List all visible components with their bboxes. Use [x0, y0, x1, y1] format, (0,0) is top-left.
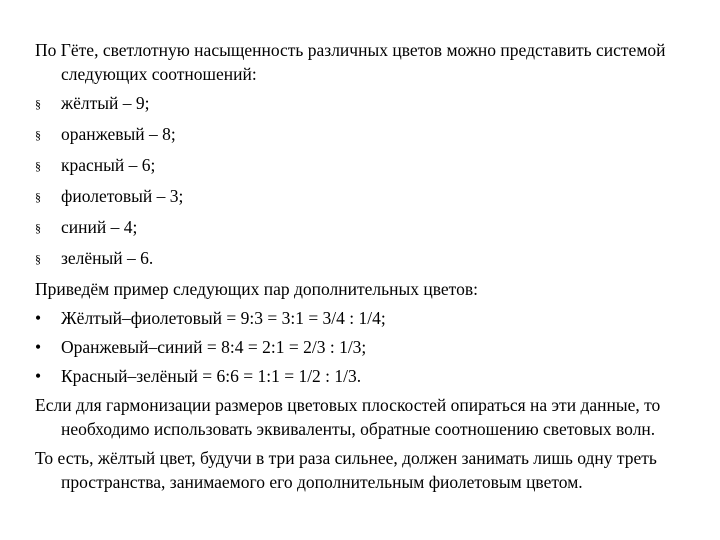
- pairs-heading: Приведём пример следующих пар дополнительных цветов:: [35, 279, 478, 299]
- pair-value: Оранжевый–синий = 8:4 = 2:1 = 2/3 : 1/3;: [61, 337, 367, 357]
- pair-list-item: [35, 335, 695, 359]
- slide-content: [35, 38, 695, 499]
- intro-paragraph: По Гёте, светлотную насыщенность различных цветов можно представить системой следующих соотношений:: [35, 40, 666, 84]
- pairs-list: [35, 306, 695, 388]
- pair-value: Жёлтый–фиолетовый = 9:3 = 3:1 = 3/4 : 1/4;: [61, 308, 386, 328]
- color-value: фиолетовый – 3;: [61, 186, 184, 206]
- section-bullet-icon: §: [35, 190, 41, 204]
- color-list-item: [35, 215, 695, 241]
- color-value: синий – 4;: [61, 217, 138, 237]
- color-value: зелёный – 6.: [61, 248, 154, 268]
- section-bullet-icon: §: [35, 252, 41, 266]
- bullet-icon: •: [35, 366, 42, 386]
- color-value: оранжевый – 8;: [61, 124, 176, 144]
- pair-list-item: [35, 364, 695, 388]
- section-bullet-icon: §: [35, 97, 41, 111]
- section-bullet-icon: §: [35, 159, 41, 173]
- section-bullet-icon: §: [35, 221, 41, 235]
- pair-value: Красный–зелёный = 6:6 = 1:1 = 1/2 : 1/3.: [61, 366, 362, 386]
- bullet-icon: •: [35, 337, 42, 357]
- color-list-item: [35, 184, 695, 210]
- color-list-item: [35, 122, 695, 148]
- bullet-icon: •: [35, 308, 42, 328]
- color-list-item: [35, 153, 695, 179]
- color-value: красный – 6;: [61, 155, 156, 175]
- pair-list-item: [35, 306, 695, 330]
- color-list-item: [35, 91, 695, 117]
- color-list: [35, 91, 695, 272]
- harmony-paragraph: Если для гармонизации размеров цветовых плоскостей опираться на эти данные, то необходимо использовать эквиваленты, обратные соотношению световых волн.: [35, 395, 661, 439]
- conclusion-paragraph: То есть, жёлтый цвет, будучи в три раза сильнее, должен занимать лишь одну треть пространства, занимаемого его дополнительным фиолетовым цветом.: [35, 448, 657, 492]
- color-value: жёлтый – 9;: [61, 93, 150, 113]
- section-bullet-icon: §: [35, 128, 41, 142]
- color-list-item: [35, 246, 695, 272]
